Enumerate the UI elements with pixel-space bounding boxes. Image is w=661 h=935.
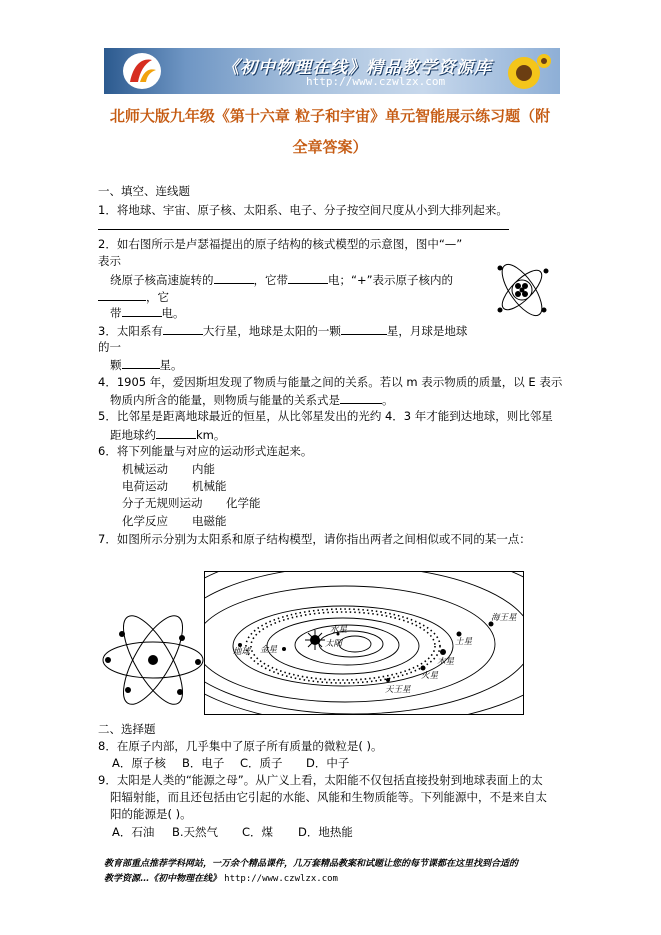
sunflower-icon bbox=[494, 51, 554, 91]
pair-1-b: 内能 bbox=[192, 462, 215, 476]
question-6: 6．将下列能量与对应的运动形式连起来。 bbox=[98, 444, 313, 458]
pair-4-a: 化学反应 bbox=[122, 514, 168, 528]
doc-title-line1: 北师大版九年级《第十六章 粒子和宇宙》单元智能展示练习题（附 bbox=[109, 107, 551, 125]
question-5-line2: 距地球约 km。 bbox=[110, 428, 226, 442]
footer-line1: 教育部重点推荐学科网站，一万余个精品课件，几万套精品教案和试题让您的每节课都在这里找到合适的 bbox=[104, 859, 519, 869]
pair-4-b: 电磁能 bbox=[192, 514, 227, 528]
pair-2-a: 电荷运动 bbox=[122, 479, 168, 493]
question-9-line3: 阳的能源是( )。 bbox=[110, 807, 192, 821]
label-jupiter: 木星 bbox=[437, 657, 455, 667]
q9-option-d: D．地热能 bbox=[298, 825, 353, 839]
question-2-line2: 表示 bbox=[98, 254, 121, 268]
doc-title-line2: 全章答案） bbox=[292, 138, 368, 156]
header-banner bbox=[104, 48, 560, 94]
q9-option-a: A．石油 bbox=[112, 825, 155, 839]
q8-option-d: D．中子 bbox=[306, 756, 350, 770]
site-logo-icon bbox=[122, 52, 162, 90]
atom-model-figure bbox=[486, 258, 558, 322]
sun-icon bbox=[305, 630, 325, 650]
label-earth: 地球 bbox=[233, 647, 251, 657]
question-3-line1: 3．太阳系有 大行星，地球是太阳的一颗 星，月球是地球 bbox=[98, 324, 468, 338]
label-venus: 金星 bbox=[260, 645, 278, 655]
question-2-line1: 2．如右图所示是卢瑟福提出的原子结构的核式模型的示意图，图中“—” bbox=[98, 237, 463, 251]
question-3-line2: 的一 bbox=[98, 340, 121, 354]
question-9-line1: 9．太阳是人类的“能源之母”。从广义上看，太阳能不仅包括直接投射到地球表面上的太 bbox=[98, 773, 543, 787]
footer-url[interactable]: http://www.czwlzx.com bbox=[224, 874, 338, 884]
atom-structure-figure bbox=[100, 612, 206, 708]
question-5-line1: 5．比邻星是距离地球最近的恒星，从比邻星发出的光约 4．3 年才能到达地球，则比邻星 bbox=[98, 409, 553, 423]
section2-heading: 二、选择题 bbox=[98, 722, 156, 736]
question-3-line3: 颗 星。 bbox=[110, 358, 183, 372]
pair-2-b: 机械能 bbox=[192, 479, 227, 493]
label-mars: 火星 bbox=[421, 671, 439, 681]
question-4-line2: 物质内所含的能量，则物质与能量的关系式是 。 bbox=[110, 393, 394, 407]
label-neptune: 海王星 bbox=[491, 613, 517, 623]
q8-option-a: A．原子核 bbox=[112, 756, 166, 770]
label-sun: 太阳 bbox=[325, 639, 343, 649]
q9-option-c: C．煤 bbox=[242, 825, 274, 839]
banner-url[interactable]: http://www.czwlzx.com bbox=[306, 75, 446, 88]
answer-line bbox=[98, 229, 509, 230]
footer-line2: 教学资源…《初中物理在线》 http://www.czwlzx.com bbox=[104, 874, 338, 884]
question-2-line3: 绕原子核高速旋转的 ，它带 电；“+”表示原子核内的 bbox=[110, 273, 454, 287]
question-4-line1: 4．1905 年，爱因斯坦发现了物质与能量之间的关系。若以 m 表示物质的质量，以 E 表示 bbox=[98, 375, 563, 389]
q8-option-c: C．质子 bbox=[240, 756, 283, 770]
pair-3-a: 分子无规则运动 bbox=[122, 496, 203, 510]
label-mercury: 水星 bbox=[330, 625, 348, 635]
question-1: 1．将地球、宇宙、原子核、太阳系、电子、分子按空间尺度从小到大排列起来。 bbox=[98, 203, 508, 217]
label-saturn: 土星 bbox=[455, 637, 473, 647]
pair-1-a: 机械运动 bbox=[122, 462, 168, 476]
label-uranus: 天王星 bbox=[385, 685, 411, 695]
q8-option-b: B．电子 bbox=[182, 756, 225, 770]
pair-3-b: 化学能 bbox=[226, 496, 261, 510]
question-7: 7．如图所示分别为太阳系和原子结构模型，请你指出两者之间相似或不同的某一点： bbox=[98, 532, 531, 546]
solar-system-figure bbox=[204, 571, 524, 715]
question-8: 8．在原子内部，几乎集中了原子所有质量的微粒是( )。 bbox=[98, 739, 383, 753]
question-9-line2: 阳辐射能，而且还包括由它引起的水能、风能和生物质能等。下列能源中，不是来自太 bbox=[110, 790, 547, 804]
section1-heading: 一、填空、连线题 bbox=[98, 184, 190, 198]
question-2-line5: 带 电。 bbox=[110, 306, 185, 320]
banner-title: 《初中物理在线》精品教学资源库 bbox=[222, 58, 492, 78]
q9-option-b: B.天然气 bbox=[172, 825, 219, 839]
question-2-line4: ，它 bbox=[98, 289, 169, 304]
